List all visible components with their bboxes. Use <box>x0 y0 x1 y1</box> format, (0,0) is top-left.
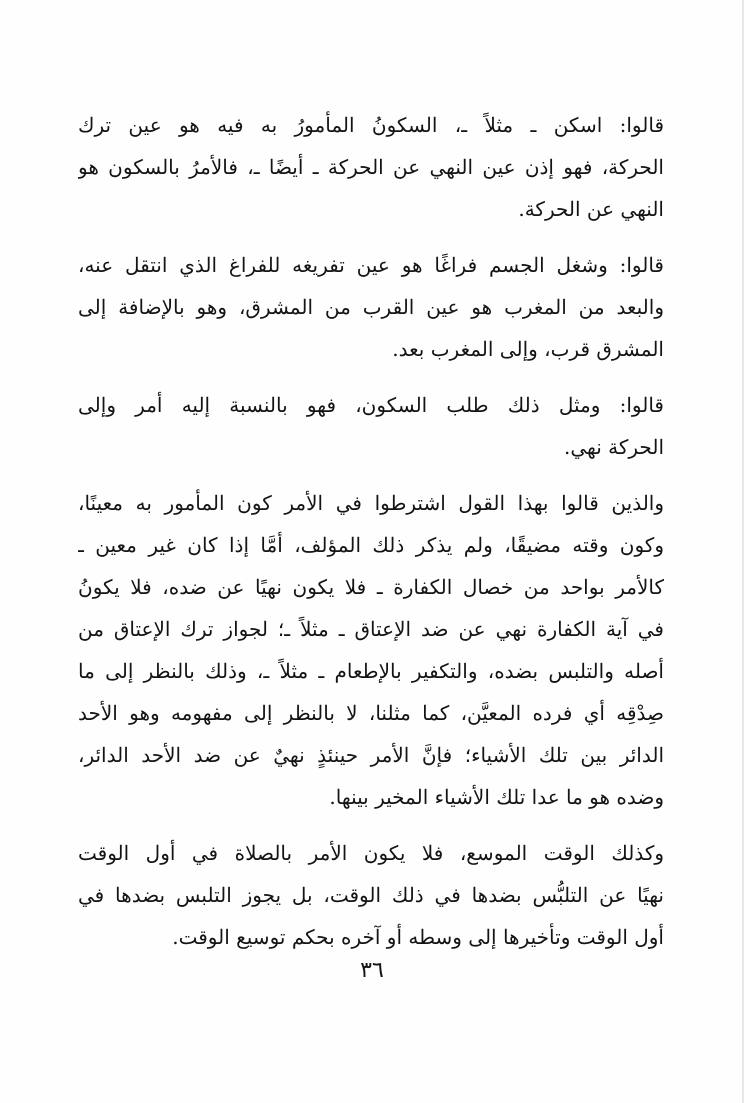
page-number: ٣٦ <box>360 958 384 983</box>
text-line: الدائر بين تلك الأشياء؛ فإنَّ الأمر حينئذٍ نهيٌ عن ضد الأحد الدائر، <box>78 743 664 767</box>
text-line: الحركة، فهو إذن عين النهي عن الحركة ـ أيضًا ـ، فالأمرُ بالسكون هو <box>78 155 664 179</box>
text-line: صِدْقِه أي فرده المعيَّن، كما مثلنا، لا بالنظر إلى مفهومه وهو الأحد <box>78 701 664 725</box>
text-line: والذين قالوا بهذا القول اشترطوا في الأمر كون المأمور به معينًا، <box>78 491 664 515</box>
text-line: الحركة نهي. <box>563 435 664 459</box>
text-line: وكذلك الوقت الموسع، فلا يكون الأمر بالصلاة في أول الوقت <box>78 841 664 865</box>
text-line: كالأمر بواحد من خصال الكفارة ـ فلا يكون نهيًا عن ضده، فلا يكونُ <box>78 575 664 599</box>
text-line: أول الوقت وتأخيرها إلى وسطه أو آخره بحكم توسيع الوقت. <box>172 925 664 949</box>
paragraph-5 <box>78 832 664 958</box>
text-line: في آية الكفارة نهي عن ضد الإعتاق ـ مثلاً ـ؛ لجواز ترك الإعتاق من <box>78 617 664 641</box>
text-line: نهيًا عن التلبُّس بضدها في ذلك الوقت، بل يجوز التلبس بضدها في <box>78 883 664 907</box>
text-line: وكون وقته مضيقًا، ولم يذكر ذلك المؤلف، أمَّا إذا كان غير معين ـ <box>78 533 664 557</box>
text-line: المشرق قرب، وإلى المغرب بعد. <box>392 337 664 361</box>
text-line: أصله والتلبس بضده، والتكفير بالإطعام ـ مثلاً ـ، وذلك بالنظر إلى ما <box>78 659 664 683</box>
paragraph-1 <box>78 104 664 230</box>
paragraph-2 <box>78 244 664 370</box>
body-text <box>78 104 664 958</box>
text-line: قالوا: اسكن ـ مثلاً ـ، السكونُ المأمورُ به فيه هو عين ترك <box>78 113 664 137</box>
paragraph-3 <box>78 384 664 468</box>
text-line: وضده هو ما عدا تلك الأشياء المخير بينها. <box>329 785 664 809</box>
paragraph-4 <box>78 482 664 818</box>
text-line: قالوا: وشغل الجسم فراغًا هو عين تفريغه للفراغ الذي انتقل عنه، <box>78 253 664 277</box>
text-line: والبعد من المغرب هو عين القرب من المشرق، وهو بالإضافة إلى <box>78 295 664 319</box>
text-line: النهي عن الحركة. <box>518 197 664 221</box>
text-line: قالوا: ومثل ذلك طلب السكون، فهو بالنسبة إليه أمر وإلى <box>78 393 664 417</box>
